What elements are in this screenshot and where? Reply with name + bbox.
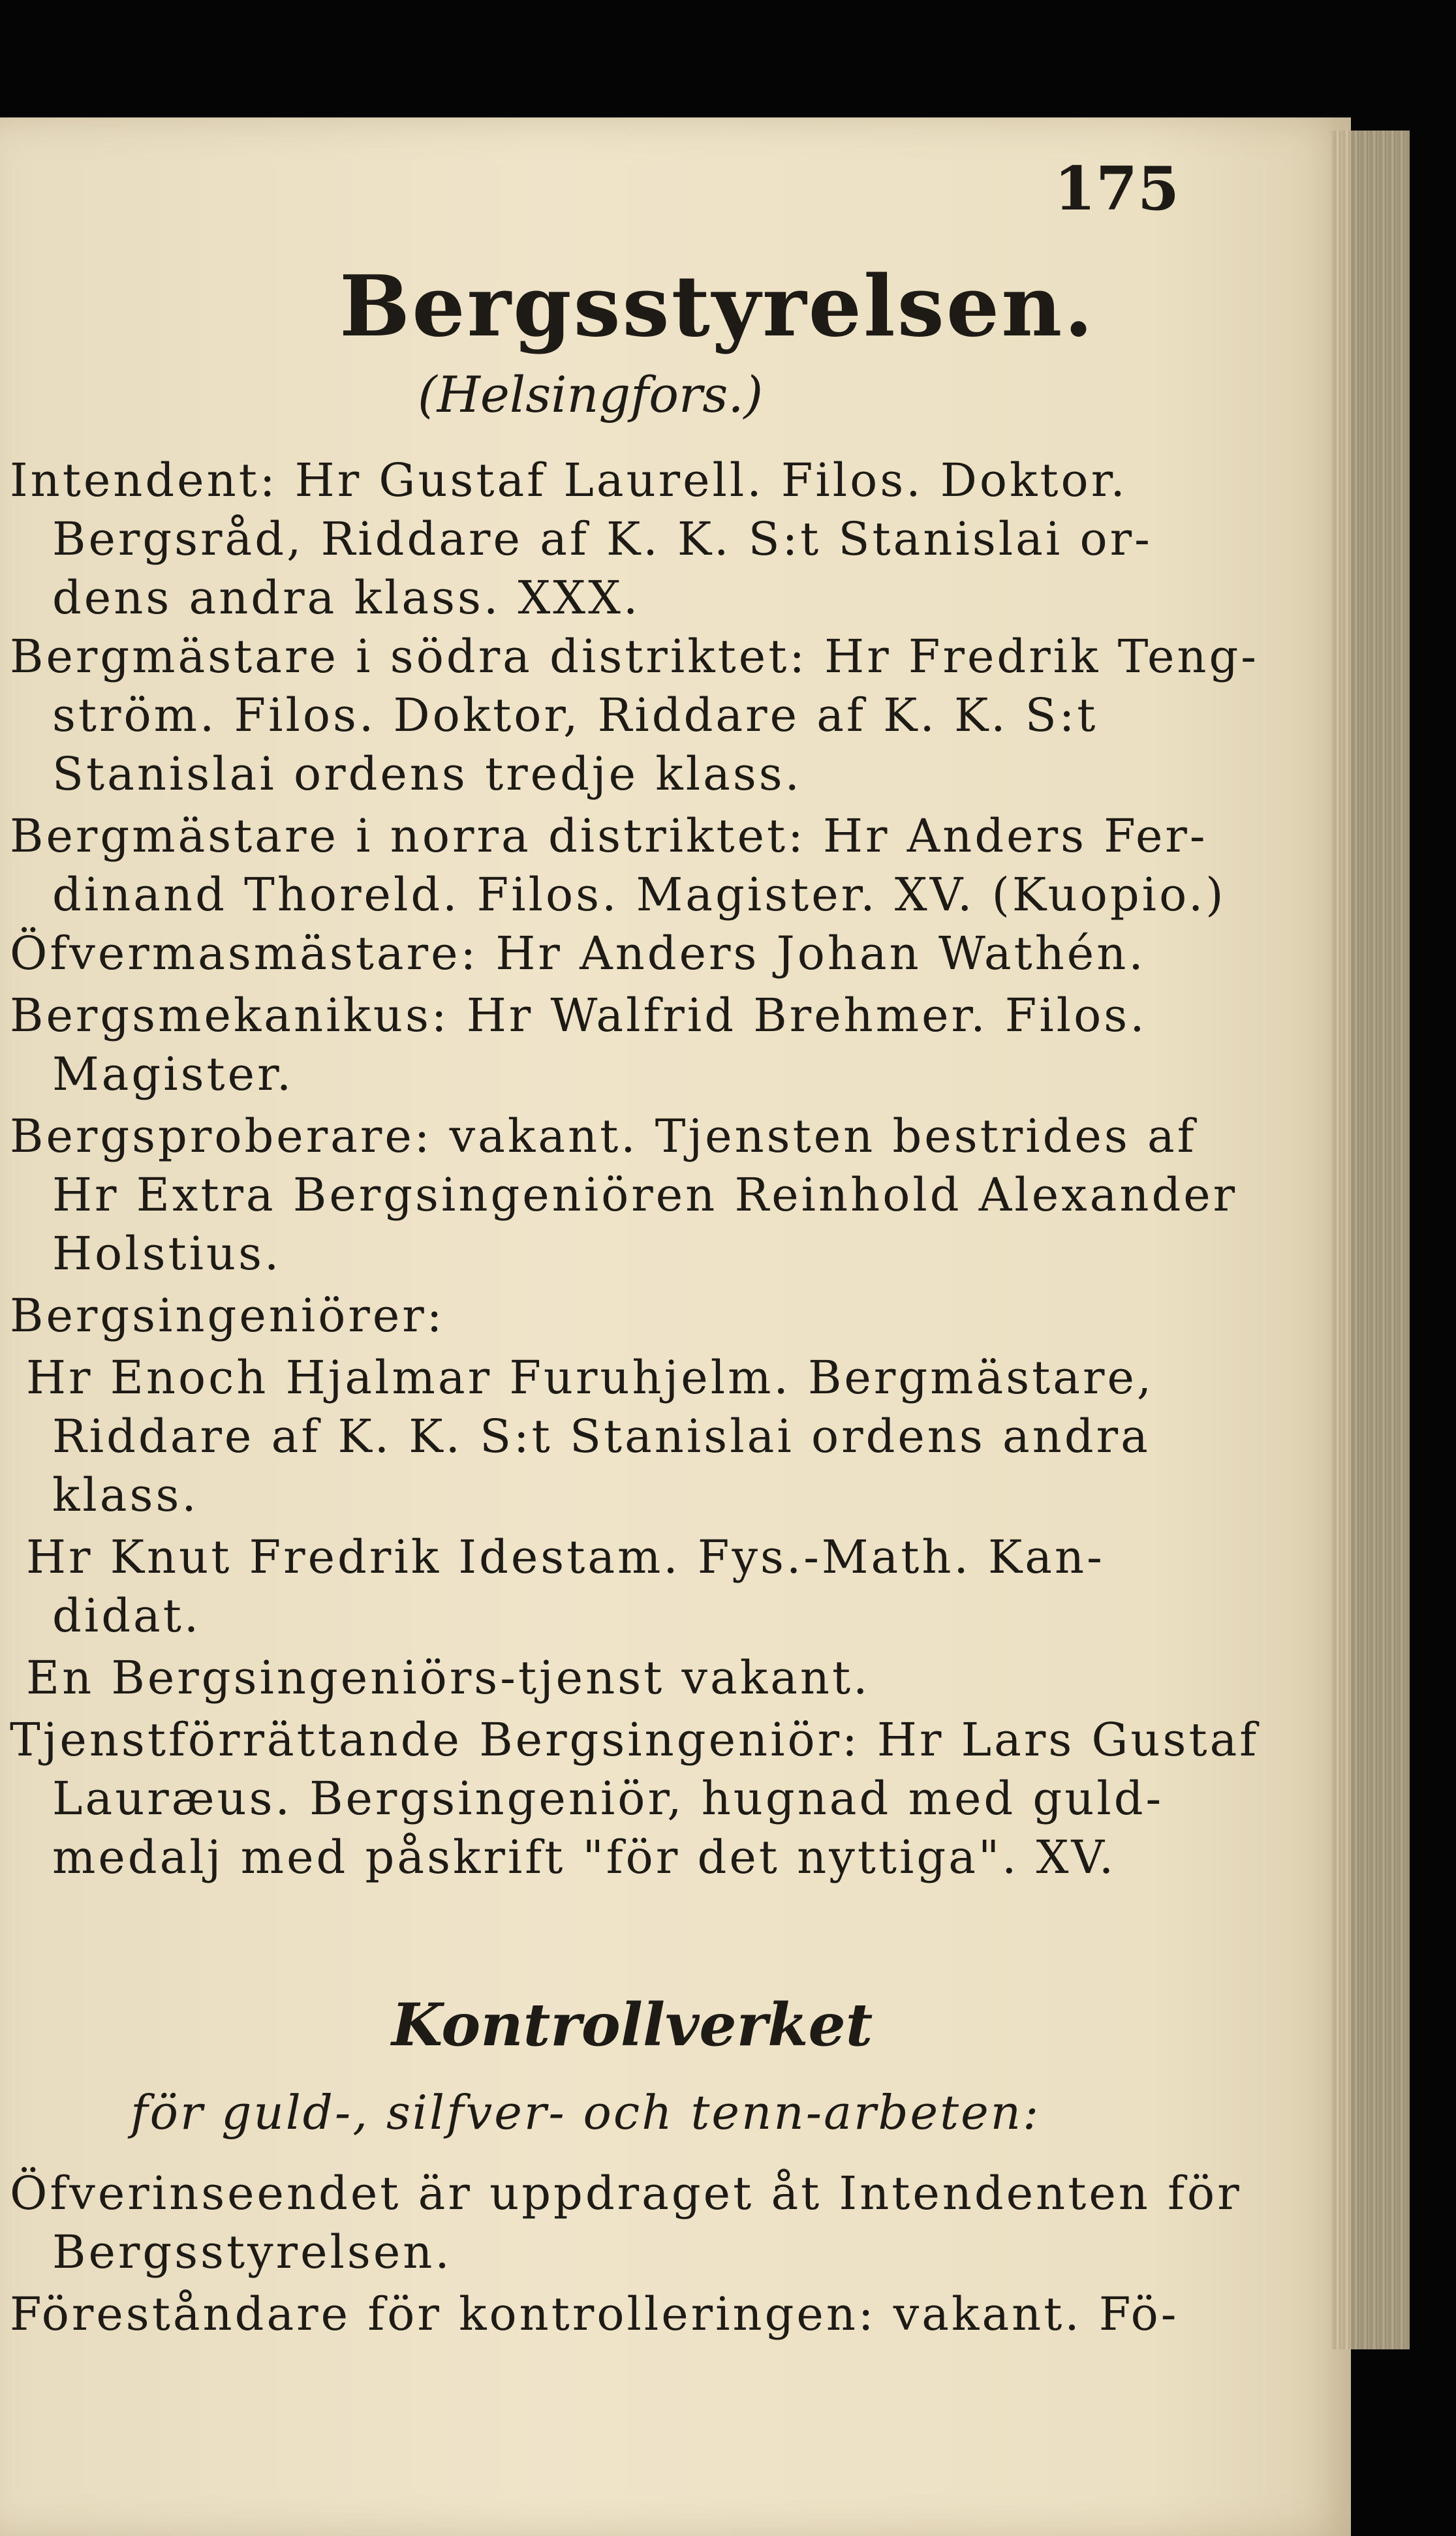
text-line: Föreståndare för kontrolleringen: vakant. Fö- bbox=[10, 2287, 1179, 2341]
text-line: Bergsmekanikus: Hr Walfrid Brehmer. Filos. bbox=[10, 989, 1147, 1042]
text-line: Hr Enoch Hjalmar Furuhjelm. Bergmästare, bbox=[26, 1351, 1154, 1404]
text-line: didat. bbox=[52, 1589, 202, 1643]
text-line: Hr Knut Fredrik Idestam. Fys.-Math. Kan- bbox=[26, 1530, 1105, 1584]
text-line: Intendent: Hr Gustaf Laurell. Filos. Doktor. bbox=[10, 454, 1128, 507]
text-line: Bergsingeniörer: bbox=[10, 1289, 445, 1342]
text-line: Riddare af K. K. S:t Stanislai ordens andra bbox=[52, 1410, 1151, 1463]
text-line: Tjenstförrättande Bergsingeniör: Hr Lars Gustaf bbox=[10, 1713, 1260, 1767]
text-line: Magister. bbox=[52, 1047, 294, 1101]
page-title: Bergsstyrelsen. bbox=[339, 258, 1095, 356]
text-line: Hr Extra Bergsingeniören Reinhold Alexander bbox=[52, 1168, 1238, 1222]
section-heading: Kontrollverket bbox=[392, 1990, 873, 2060]
text-line: En Bergsingeniörs-tjenst vakant. bbox=[26, 1651, 871, 1705]
text-line: Lauræus. Bergsingeniör, hugnad med guld- bbox=[52, 1772, 1164, 1825]
location-subtitle: (Helsingfors.) bbox=[418, 365, 764, 424]
page-number: 175 bbox=[1054, 153, 1180, 224]
text-line: Bergsstyrelsen. bbox=[52, 2225, 452, 2279]
text-line: Holstius. bbox=[52, 1227, 282, 1280]
text-line: medalj med påskrift "för det nyttiga". XV. bbox=[52, 1831, 1117, 1884]
text-line: Stanislai ordens tredje klass. bbox=[52, 747, 802, 801]
text-line: dinand Thoreld. Filos. Magister. XV. (Kuopio.) bbox=[52, 868, 1226, 921]
section-subheading: för guld-, silfver- och tenn-arbeten: bbox=[131, 2085, 1041, 2140]
text-line: Bergmästare i södra distriktet: Hr Fredrik Teng- bbox=[10, 630, 1259, 683]
text-line: Öfverinseendet är uppdraget åt Intendenten för bbox=[10, 2167, 1242, 2220]
text-line: Bergsråd, Riddare af K. K. S:t Stanislai or- bbox=[52, 512, 1153, 566]
text-line: Bergmästare i norra distriktet: Hr Anders Fer- bbox=[10, 809, 1208, 863]
text-line: dens andra klass. XXX. bbox=[52, 571, 641, 625]
page-edges bbox=[1331, 131, 1410, 2349]
text-line: ström. Filos. Doktor, Riddare af K. K. S:t bbox=[52, 688, 1098, 742]
text-line: Öfvermasmästare: Hr Anders Johan Wathén. bbox=[10, 927, 1146, 980]
text-line: Bergsproberare: vakant. Tjensten bestrides af bbox=[10, 1109, 1197, 1163]
text-line: klass. bbox=[52, 1468, 199, 1522]
